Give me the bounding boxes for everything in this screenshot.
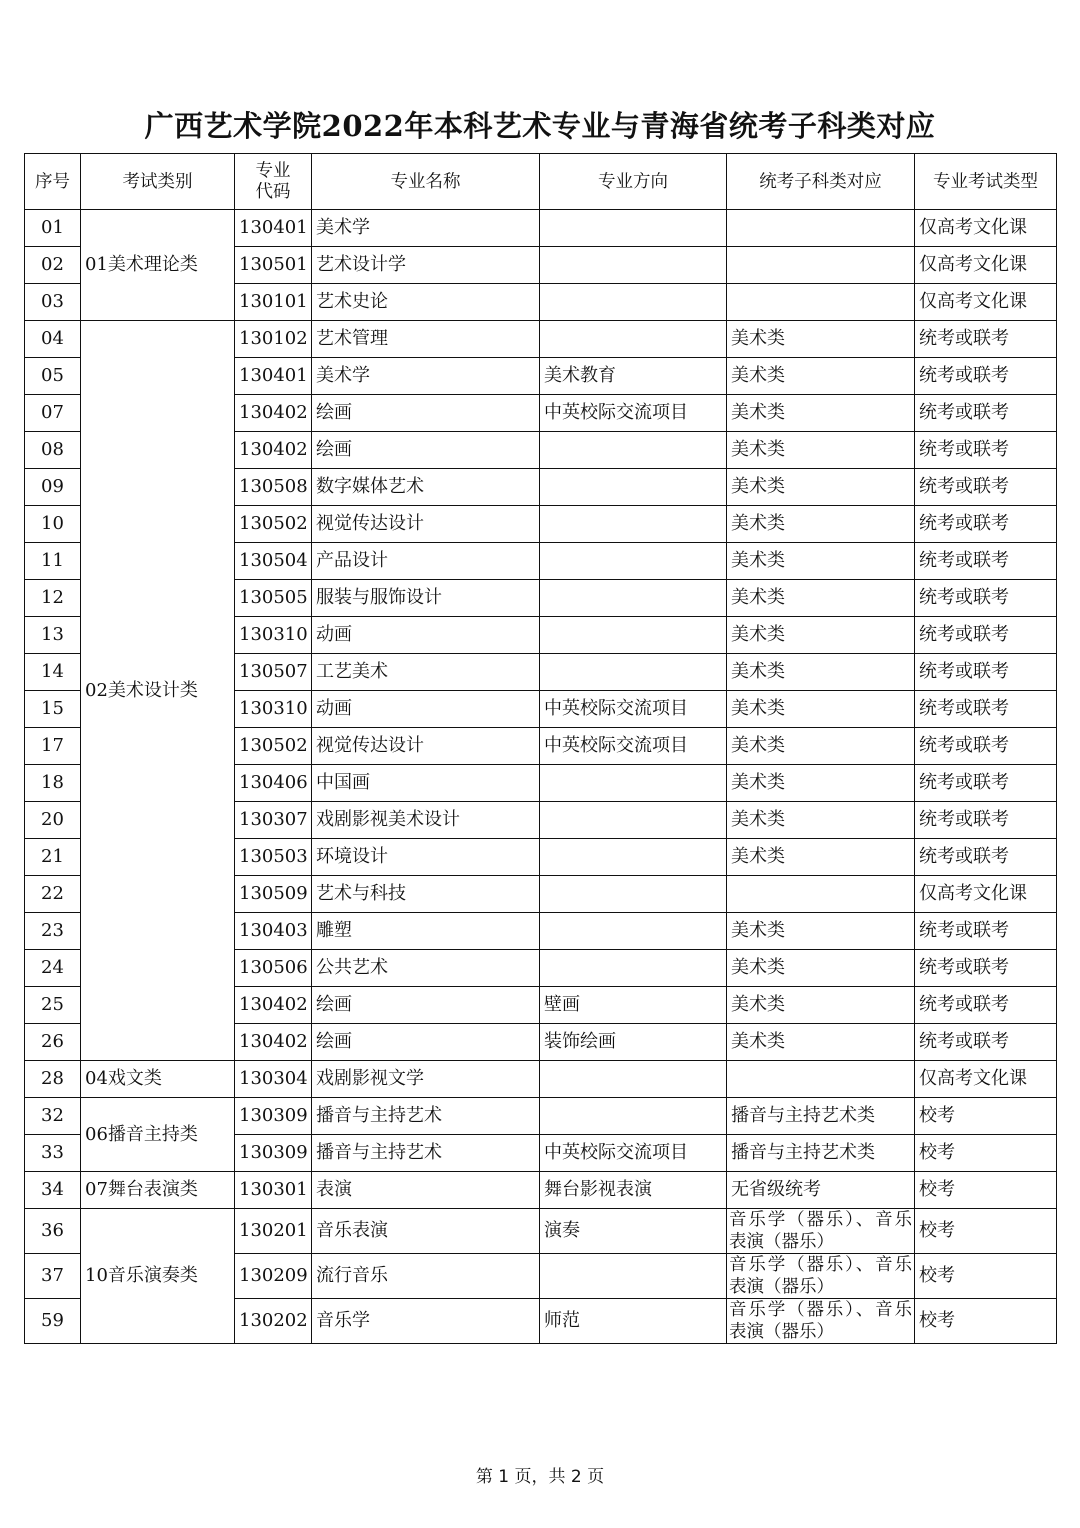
cell-code: 130202: [235, 1299, 312, 1344]
cell-exam-type: 统考或联考: [915, 987, 1057, 1024]
cell-exam-type: 统考或联考: [915, 469, 1057, 506]
cell-seq: 25: [25, 987, 81, 1024]
cell-seq: 22: [25, 876, 81, 913]
header-code-line1: 专业: [255, 160, 291, 181]
cell-subject: 美术类: [727, 987, 915, 1024]
cell-code: 130508: [235, 469, 312, 506]
cell-direction: [540, 284, 727, 321]
cell-code: 130310: [235, 691, 312, 728]
cell-code: 130209: [235, 1254, 312, 1299]
cell-exam-type: 仅高考文化课: [915, 876, 1057, 913]
cell-exam-type: 仅高考文化课: [915, 210, 1057, 247]
cell-code: 130401: [235, 358, 312, 395]
cell-seq: 01: [25, 210, 81, 247]
cell-code: 130509: [235, 876, 312, 913]
cell-category: 07舞台表演类: [81, 1172, 235, 1209]
header-category: 考试类别: [81, 154, 235, 210]
cell-code: 130504: [235, 543, 312, 580]
cell-subject: [727, 1061, 915, 1098]
cell-direction: [540, 432, 727, 469]
cell-exam-type: 校考: [915, 1254, 1057, 1299]
cell-name: 戏剧影视文学: [312, 1061, 540, 1098]
cell-seq: 09: [25, 469, 81, 506]
cell-seq: 18: [25, 765, 81, 802]
cell-code: 130502: [235, 728, 312, 765]
cell-code: 130503: [235, 839, 312, 876]
cell-exam-type: 统考或联考: [915, 839, 1057, 876]
cell-direction: 美术教育: [540, 358, 727, 395]
cell-exam-type: 校考: [915, 1098, 1057, 1135]
cell-subject: 播音与主持艺术类: [727, 1098, 915, 1135]
cell-seq: 07: [25, 395, 81, 432]
cell-subject: [727, 210, 915, 247]
cell-seq: 34: [25, 1172, 81, 1209]
major-mapping-table: [24, 153, 1057, 1344]
cell-code: 130402: [235, 395, 312, 432]
cell-exam-type: 统考或联考: [915, 580, 1057, 617]
header-direction: 专业方向: [540, 154, 727, 210]
document-title: 广西艺术学院2022年本科艺术专业与青海省统考子科类对应: [144, 109, 936, 143]
cell-subject: 无省级统考: [727, 1172, 915, 1209]
cell-exam-type: 统考或联考: [915, 765, 1057, 802]
cell-exam-type: 仅高考文化课: [915, 284, 1057, 321]
cell-name: 艺术设计学: [312, 247, 540, 284]
cell-subject: 美术类: [727, 321, 915, 358]
cell-subject: [727, 247, 915, 284]
cell-code: 130201: [235, 1209, 312, 1254]
cell-seq: 15: [25, 691, 81, 728]
cell-direction: 中英校际交流项目: [540, 395, 727, 432]
cell-name: 音乐表演: [312, 1209, 540, 1254]
cell-name: 绘画: [312, 395, 540, 432]
cell-direction: [540, 321, 727, 358]
cell-code: 130309: [235, 1135, 312, 1172]
cell-subject: 美术类: [727, 469, 915, 506]
cell-exam-type: 统考或联考: [915, 728, 1057, 765]
cell-name: 戏剧影视美术设计: [312, 802, 540, 839]
cell-subject: [727, 876, 915, 913]
cell-subject: 美术类: [727, 913, 915, 950]
cell-code: 130401: [235, 210, 312, 247]
header-row: [25, 154, 1057, 210]
cell-code: 130506: [235, 950, 312, 987]
cell-code: 130402: [235, 432, 312, 469]
cell-name: 音乐学: [312, 1299, 540, 1344]
cell-direction: [540, 580, 727, 617]
cell-exam-type: 统考或联考: [915, 321, 1057, 358]
table-row: [25, 1061, 1057, 1098]
cell-name: 数字媒体艺术: [312, 469, 540, 506]
cell-name: 艺术管理: [312, 321, 540, 358]
cell-seq: 21: [25, 839, 81, 876]
cell-seq: 12: [25, 580, 81, 617]
header-name: 专业名称: [312, 154, 540, 210]
cell-subject: 音乐学（器乐）、音乐表演（器乐）: [727, 1254, 915, 1299]
cell-exam-type: 统考或联考: [915, 395, 1057, 432]
cell-name: 动画: [312, 617, 540, 654]
cell-direction: 壁画: [540, 987, 727, 1024]
cell-name: 视觉传达设计: [312, 728, 540, 765]
cell-direction: 中英校际交流项目: [540, 691, 727, 728]
cell-subject: 美术类: [727, 432, 915, 469]
cell-direction: [540, 543, 727, 580]
cell-code: 130507: [235, 654, 312, 691]
cell-seq: 14: [25, 654, 81, 691]
cell-direction: [540, 506, 727, 543]
cell-code: 130301: [235, 1172, 312, 1209]
cell-seq: 02: [25, 247, 81, 284]
cell-seq: 37: [25, 1254, 81, 1299]
cell-category: 02美术设计类: [81, 321, 235, 1061]
cell-exam-type: 仅高考文化课: [915, 1061, 1057, 1098]
cell-subject: 美术类: [727, 765, 915, 802]
cell-category: 10音乐演奏类: [81, 1209, 235, 1344]
cell-seq: 26: [25, 1024, 81, 1061]
cell-name: 公共艺术: [312, 950, 540, 987]
cell-subject: 美术类: [727, 691, 915, 728]
cell-name: 美术学: [312, 358, 540, 395]
cell-name: 环境设计: [312, 839, 540, 876]
table-row: [25, 1172, 1057, 1209]
cell-exam-type: 统考或联考: [915, 506, 1057, 543]
cell-subject: 播音与主持艺术类: [727, 1135, 915, 1172]
cell-seq: 59: [25, 1299, 81, 1344]
cell-seq: 36: [25, 1209, 81, 1254]
cell-seq: 17: [25, 728, 81, 765]
cell-seq: 23: [25, 913, 81, 950]
cell-subject: 美术类: [727, 617, 915, 654]
header-subject: 统考子科类对应: [727, 154, 915, 210]
cell-subject: 美术类: [727, 728, 915, 765]
cell-seq: 24: [25, 950, 81, 987]
cell-name: 表演: [312, 1172, 540, 1209]
cell-exam-type: 统考或联考: [915, 950, 1057, 987]
cell-code: 130310: [235, 617, 312, 654]
cell-exam-type: 校考: [915, 1172, 1057, 1209]
header-seq: 序号: [25, 154, 81, 210]
cell-direction: [540, 1061, 727, 1098]
cell-direction: [540, 1254, 727, 1299]
cell-direction: [540, 469, 727, 506]
cell-direction: [540, 802, 727, 839]
cell-code: 130505: [235, 580, 312, 617]
cell-code: 130402: [235, 1024, 312, 1061]
cell-subject: 美术类: [727, 395, 915, 432]
table-row: [25, 1098, 1057, 1135]
cell-direction: 中英校际交流项目: [540, 1135, 727, 1172]
cell-category: 01美术理论类: [81, 210, 235, 321]
cell-exam-type: 统考或联考: [915, 617, 1057, 654]
cell-direction: [540, 654, 727, 691]
cell-seq: 11: [25, 543, 81, 580]
cell-direction: [540, 210, 727, 247]
cell-seq: 10: [25, 506, 81, 543]
cell-subject: 音乐学（器乐）、音乐表演（器乐）: [727, 1209, 915, 1254]
cell-subject: 美术类: [727, 839, 915, 876]
cell-seq: 04: [25, 321, 81, 358]
cell-seq: 32: [25, 1098, 81, 1135]
cell-name: 雕塑: [312, 913, 540, 950]
cell-direction: 中英校际交流项目: [540, 728, 727, 765]
cell-direction: [540, 617, 727, 654]
cell-direction: 师范: [540, 1299, 727, 1344]
cell-seq: 05: [25, 358, 81, 395]
cell-seq: 33: [25, 1135, 81, 1172]
cell-subject: 美术类: [727, 506, 915, 543]
cell-subject: 美术类: [727, 543, 915, 580]
cell-direction: [540, 765, 727, 802]
cell-direction: [540, 247, 727, 284]
cell-subject: [727, 284, 915, 321]
cell-code: 130403: [235, 913, 312, 950]
cell-code: 130406: [235, 765, 312, 802]
cell-name: 服装与服饰设计: [312, 580, 540, 617]
cell-exam-type: 统考或联考: [915, 358, 1057, 395]
header-code-line2: 代码: [255, 181, 291, 202]
cell-name: 播音与主持艺术: [312, 1135, 540, 1172]
cell-seq: 20: [25, 802, 81, 839]
cell-subject: 美术类: [727, 654, 915, 691]
cell-exam-type: 统考或联考: [915, 543, 1057, 580]
cell-category: 06播音主持类: [81, 1098, 235, 1172]
cell-name: 绘画: [312, 987, 540, 1024]
table-row: [25, 210, 1057, 247]
cell-code: 130501: [235, 247, 312, 284]
cell-exam-type: 仅高考文化课: [915, 247, 1057, 284]
cell-direction: [540, 876, 727, 913]
table-body: [25, 210, 1057, 1344]
header-exam-type: 专业考试类型: [915, 154, 1057, 210]
cell-name: 艺术史论: [312, 284, 540, 321]
cell-name: 视觉传达设计: [312, 506, 540, 543]
cell-subject: 音乐学（器乐）、音乐表演（器乐）: [727, 1299, 915, 1344]
page-footer: 第 1 页，共 2 页: [475, 1467, 605, 1487]
cell-seq: 03: [25, 284, 81, 321]
cell-exam-type: 校考: [915, 1209, 1057, 1254]
cell-exam-type: 统考或联考: [915, 432, 1057, 469]
cell-name: 工艺美术: [312, 654, 540, 691]
table-row: [25, 321, 1057, 358]
header-code: [235, 154, 312, 210]
cell-code: 130307: [235, 802, 312, 839]
cell-name: 产品设计: [312, 543, 540, 580]
cell-seq: 28: [25, 1061, 81, 1098]
cell-code: 130502: [235, 506, 312, 543]
cell-exam-type: 校考: [915, 1299, 1057, 1344]
cell-name: 动画: [312, 691, 540, 728]
cell-exam-type: 统考或联考: [915, 1024, 1057, 1061]
cell-exam-type: 统考或联考: [915, 691, 1057, 728]
table-row: [25, 1209, 1057, 1254]
cell-exam-type: 校考: [915, 1135, 1057, 1172]
cell-seq: 13: [25, 617, 81, 654]
cell-subject: 美术类: [727, 1024, 915, 1061]
cell-code: 130402: [235, 987, 312, 1024]
cell-name: 绘画: [312, 432, 540, 469]
cell-name: 艺术与科技: [312, 876, 540, 913]
cell-direction: [540, 913, 727, 950]
cell-exam-type: 统考或联考: [915, 913, 1057, 950]
cell-code: 130309: [235, 1098, 312, 1135]
cell-name: 流行音乐: [312, 1254, 540, 1299]
cell-category: 04戏文类: [81, 1061, 235, 1098]
cell-subject: 美术类: [727, 580, 915, 617]
cell-direction: [540, 839, 727, 876]
cell-name: 播音与主持艺术: [312, 1098, 540, 1135]
cell-subject: 美术类: [727, 802, 915, 839]
cell-direction: 舞台影视表演: [540, 1172, 727, 1209]
cell-name: 中国画: [312, 765, 540, 802]
cell-direction: [540, 1098, 727, 1135]
cell-code: 130101: [235, 284, 312, 321]
cell-exam-type: 统考或联考: [915, 654, 1057, 691]
cell-subject: 美术类: [727, 950, 915, 987]
cell-name: 绘画: [312, 1024, 540, 1061]
cell-name: 美术学: [312, 210, 540, 247]
cell-exam-type: 统考或联考: [915, 802, 1057, 839]
cell-code: 130102: [235, 321, 312, 358]
cell-direction: 装饰绘画: [540, 1024, 727, 1061]
cell-subject: 美术类: [727, 358, 915, 395]
cell-seq: 08: [25, 432, 81, 469]
cell-direction: [540, 950, 727, 987]
cell-code: 130304: [235, 1061, 312, 1098]
cell-direction: 演奏: [540, 1209, 727, 1254]
